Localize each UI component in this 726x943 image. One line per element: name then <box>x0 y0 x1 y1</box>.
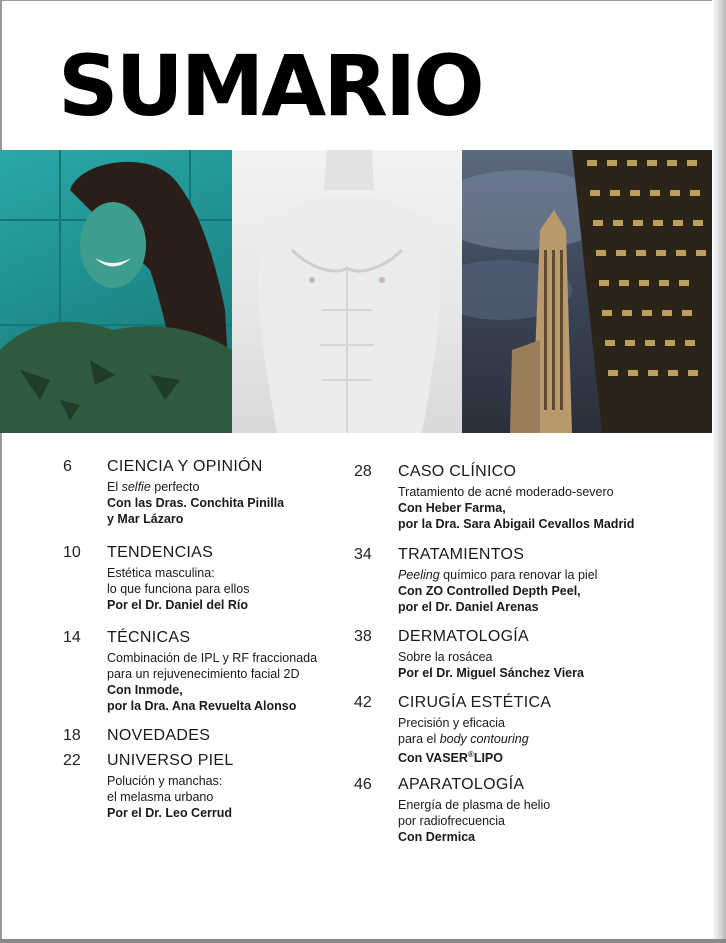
entry-novedades[interactable] <box>63 727 343 752</box>
entry-author: por la Dra. Ana Revuelta Alonso <box>107 699 297 713</box>
entry-subtitle: Precisión y eficacia <box>398 716 505 730</box>
entry-subtitle: El selfie perfecto <box>107 480 200 494</box>
entry-author: Con Dermica <box>398 830 476 844</box>
page-border-top <box>0 0 726 1</box>
photo-buildings <box>462 150 712 433</box>
section-title: CASO CLÍNICO <box>398 463 517 480</box>
section-title: CIENCIA Y OPINIÓN <box>107 458 263 475</box>
photo-strip <box>0 150 712 433</box>
section-title: NOVEDADES <box>107 727 211 744</box>
page-number: 38 <box>354 628 372 645</box>
entry-subtitle: Combinación de IPL y RF fraccionada <box>107 651 318 665</box>
buildings-illustration <box>462 150 712 433</box>
entry-subtitle: el melasma urbano <box>107 790 214 804</box>
page-border-bottom <box>0 939 726 943</box>
entry-subtitle: Energía de plasma de helio <box>398 798 551 812</box>
section-title: TENDENCIAS <box>107 544 214 561</box>
entry-universo-piel[interactable] <box>63 752 343 821</box>
entry-tendencias[interactable] <box>63 544 343 629</box>
entry-subtitle: por radiofrecuencia <box>398 814 506 828</box>
page-number: 6 <box>63 458 72 475</box>
entry-author: Por el Dr. Miguel Sánchez Viera <box>398 666 584 680</box>
entry-aparatologia[interactable] <box>354 776 674 845</box>
entry-subtitle: para el body contouring <box>398 732 529 746</box>
entry-subtitle: lo que funciona para ellos <box>107 582 250 596</box>
section-title: APARATOLOGÍA <box>398 776 525 793</box>
page-number: 18 <box>63 727 81 744</box>
entry-caso-clinico[interactable] <box>354 463 674 546</box>
entry-author: por el Dr. Daniel Arenas <box>398 600 539 614</box>
page-border-left <box>0 0 2 943</box>
entry-tecnicas[interactable] <box>63 629 343 727</box>
entry-dermatologia[interactable] <box>354 628 674 694</box>
photo-woman <box>0 150 232 433</box>
entry-cirugia-estetica[interactable] <box>354 694 674 776</box>
entry-author: y Mar Lázaro <box>107 512 184 526</box>
section-title: TRATAMIENTOS <box>398 546 525 563</box>
entry-author: Con las Dras. Conchita Pinilla <box>107 496 285 510</box>
entry-subtitle: Sobre la rosácea <box>398 650 493 664</box>
page-number: 42 <box>354 694 372 711</box>
section-title: UNIVERSO PIEL <box>107 752 234 769</box>
entry-ciencia[interactable] <box>63 458 343 544</box>
entry-author: Con VASER®LIPO <box>398 750 503 766</box>
page-number: 14 <box>63 629 81 646</box>
entry-subtitle: para un rejuvenecimiento facial 2D <box>107 667 300 681</box>
photo-torso <box>232 150 462 433</box>
page-number: 28 <box>354 463 372 480</box>
entry-tratamientos[interactable] <box>354 546 674 628</box>
section-title: DERMATOLOGÍA <box>398 628 530 645</box>
entry-author: Con Heber Farma, <box>398 501 506 515</box>
entry-author: por la Dra. Sara Abigail Cevallos Madrid <box>398 517 635 531</box>
entry-subtitle: Tratamiento de acné moderado-severo <box>398 485 614 499</box>
page-number: 10 <box>63 544 81 561</box>
entry-author: Con ZO Controlled Depth Peel, <box>398 584 581 598</box>
page-number: 46 <box>354 776 372 793</box>
entry-author: Por el Dr. Daniel del Río <box>107 598 249 612</box>
page-number: 34 <box>354 546 372 563</box>
woman-illustration <box>0 150 232 433</box>
contents-left-column <box>63 458 343 821</box>
entry-author: Con Inmode, <box>107 683 183 697</box>
page-title: SUMARIO <box>58 37 482 135</box>
entry-subtitle: Peeling químico para renovar la piel <box>398 568 598 582</box>
contents-right-column <box>354 463 674 845</box>
section-title: TÉCNICAS <box>107 629 191 646</box>
torso-illustration <box>232 150 462 433</box>
page-number: 22 <box>63 752 81 769</box>
entry-subtitle: Polución y manchas: <box>107 774 223 788</box>
entry-author: Por el Dr. Leo Cerrud <box>107 806 233 820</box>
entry-subtitle: Estética masculina: <box>107 566 215 580</box>
page-fold-shadow <box>712 0 726 943</box>
section-title: CIRUGÍA ESTÉTICA <box>398 694 552 711</box>
